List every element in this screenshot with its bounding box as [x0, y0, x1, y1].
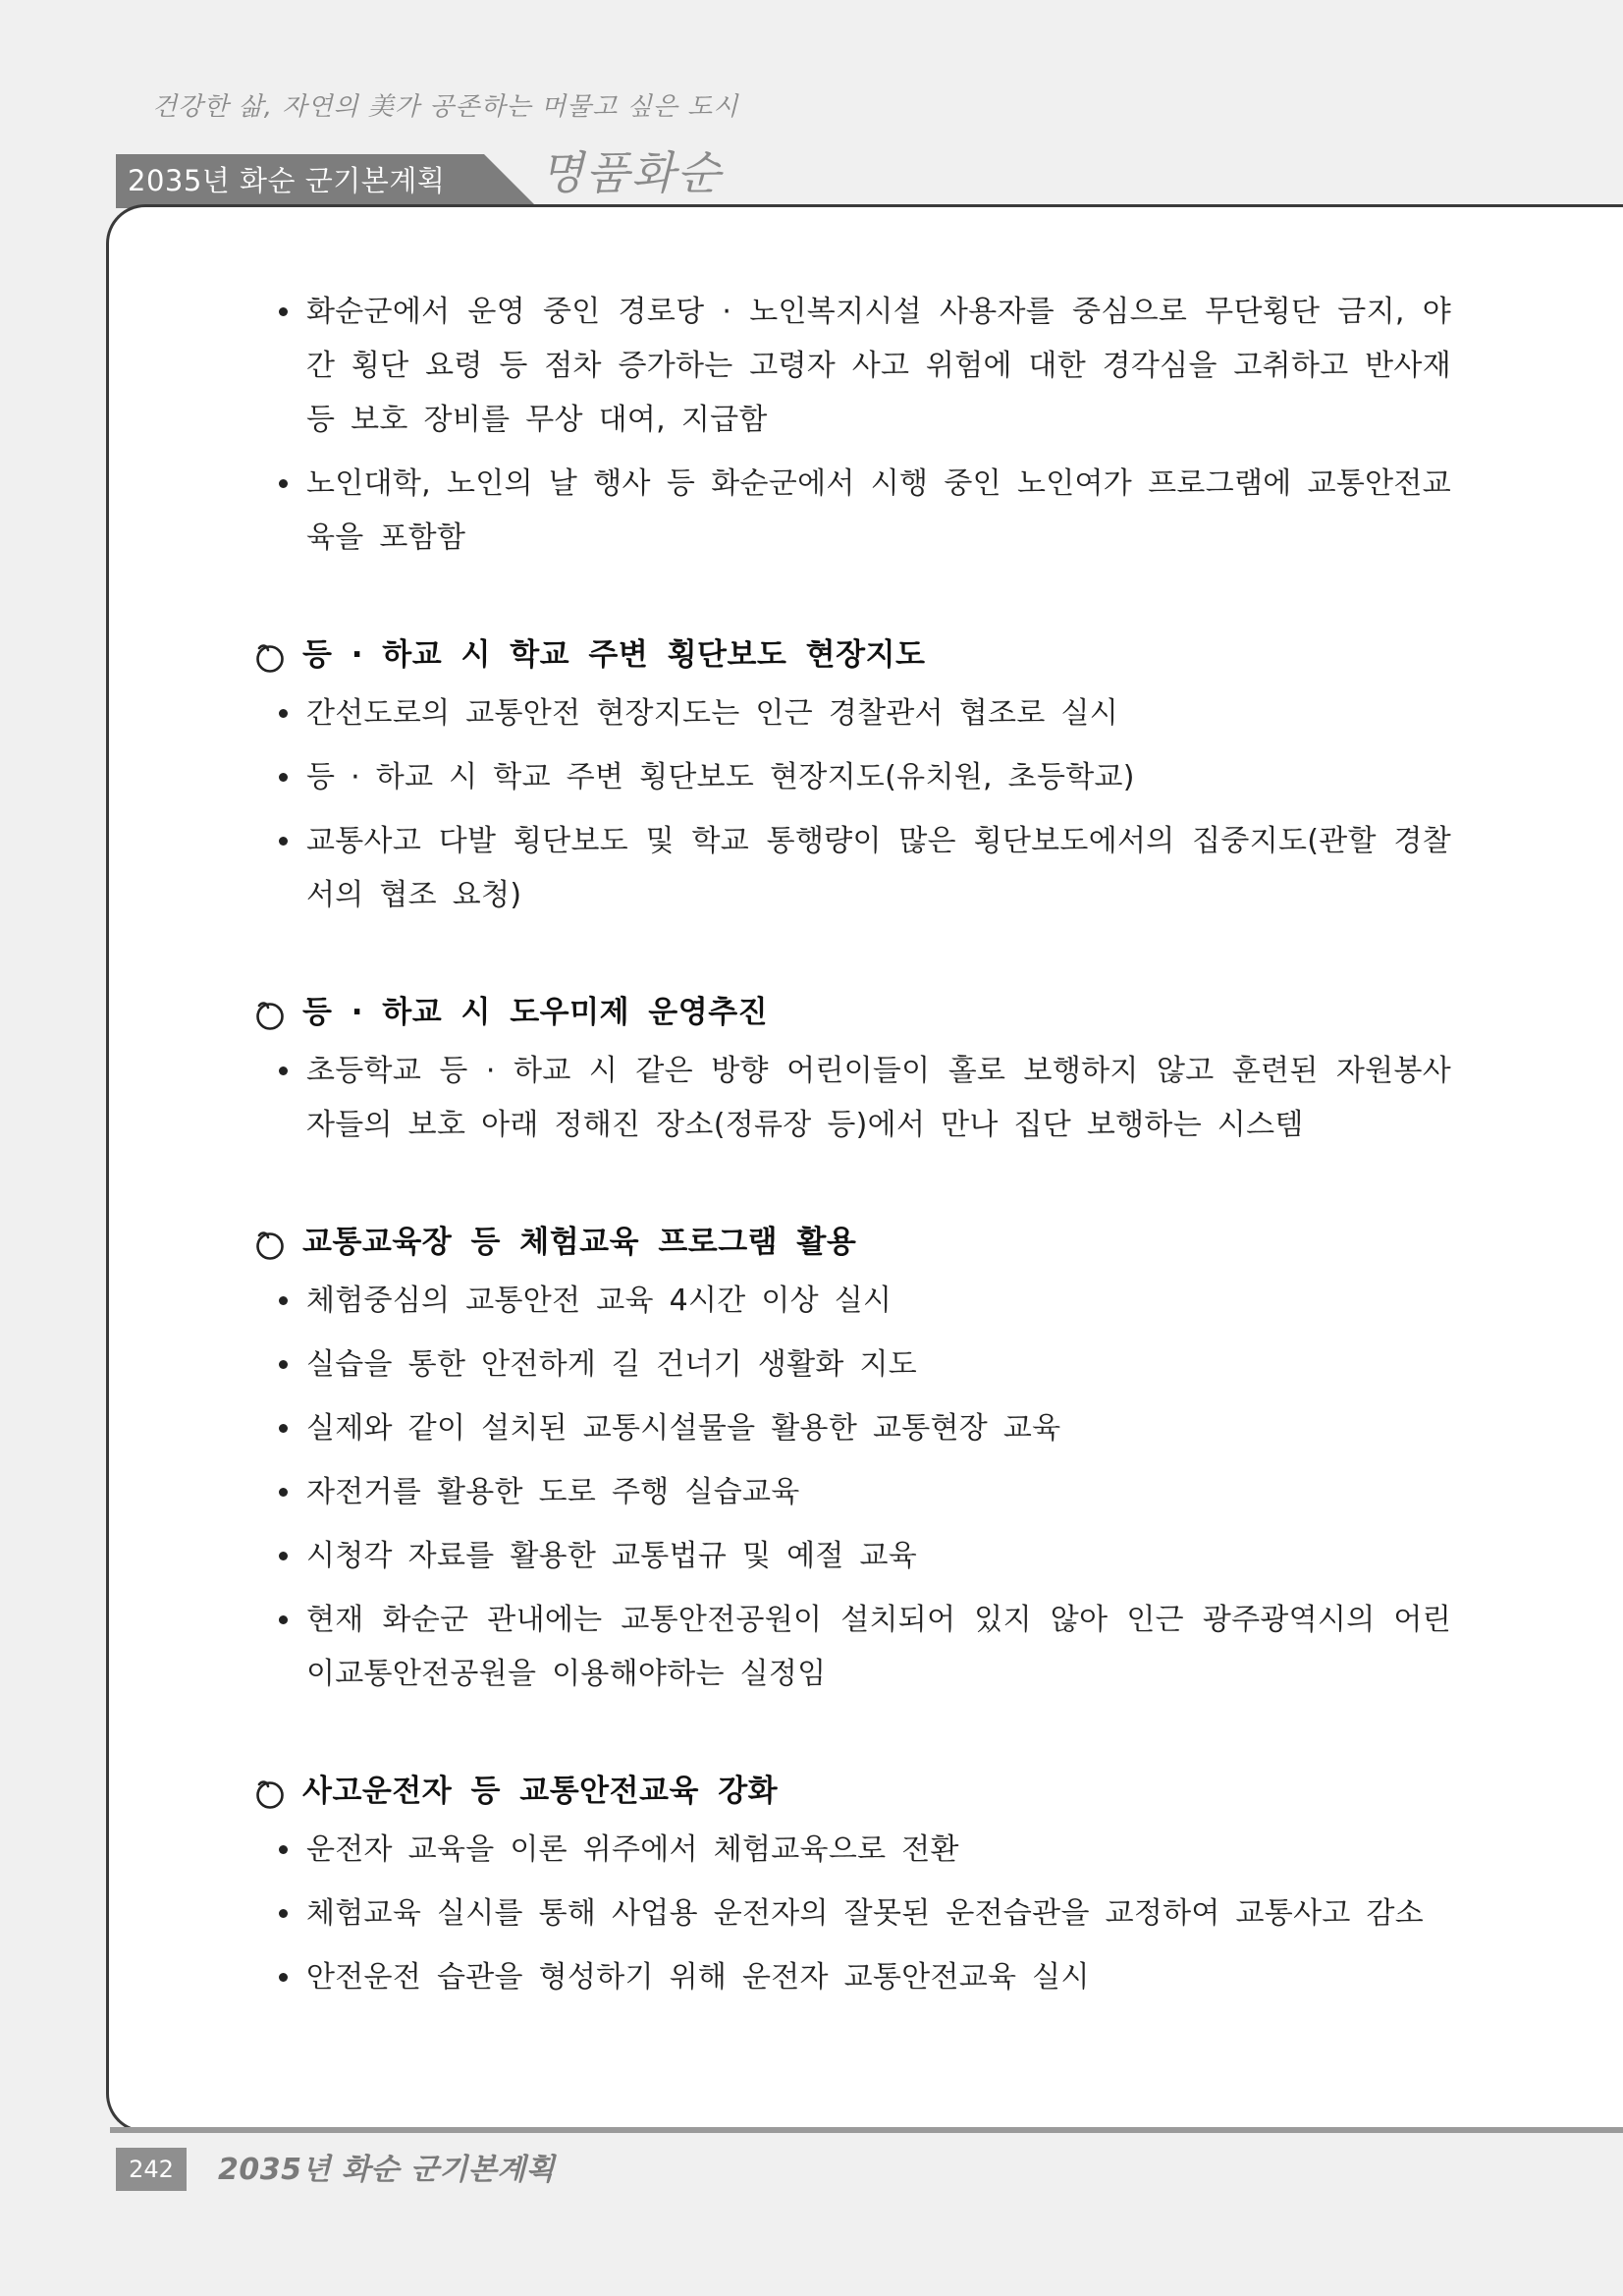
bullet-item	[253, 686, 1451, 740]
bullet-dot-icon	[279, 1296, 288, 1305]
bullet-dot-icon	[279, 1552, 288, 1560]
bullet-dot-icon	[279, 1973, 288, 1982]
bullet-text: 등 · 하교 시 학교 주변 횡단보도 현장지도(유치원, 초등학교)	[306, 760, 1135, 794]
section	[253, 985, 1451, 1152]
bullet-text: 체험교육 실시를 통해 사업용 운전자의 잘못된 운전습관을 교정하여 교통사고 감소	[306, 1896, 1425, 1931]
bullet-text: 교통사고 다발 횡단보도 및 학교 통행량이 많은 횡단보도에서의 집중지도(관할 경찰서의 협조 요청)	[306, 824, 1451, 912]
document-title: 2035년 화순 군기본계획	[128, 164, 446, 197]
circle-marker-icon	[253, 1774, 287, 1807]
bullet-dot-icon	[279, 773, 288, 782]
bullet-text: 자전거를 활용한 도로 주행 실습교육	[306, 1475, 800, 1509]
panel-shadow	[110, 2127, 1623, 2133]
bullet-dot-icon	[279, 1909, 288, 1918]
section	[253, 628, 1451, 922]
bullet-dot-icon	[279, 1845, 288, 1854]
bullet-item	[253, 1823, 1451, 1877]
bullet-text: 체험중심의 교통안전 교육 4시간 이상 실시	[306, 1284, 893, 1318]
bullet-text: 화순군에서 운영 중인 경로당 · 노인복지시설 사용자를 중심으로 무단횡단 금지, 야간 횡단 요령 등 점차 증가하는 고령자 사고 위험에 대한 경각심을 고취하고 반사재 등 보호 장비를 무상 대여, 지급함	[306, 295, 1451, 437]
brand-logo	[540, 137, 723, 202]
bullet-dot-icon	[279, 1360, 288, 1369]
bullet-item	[253, 1465, 1451, 1519]
section-heading-text: 등 · 하교 시 도우미제 운영추진	[302, 995, 769, 1030]
bullet-text: 간선도로의 교통안전 현장지도는 인근 경찰관서 협조로 실시	[306, 696, 1119, 731]
bullet-item	[253, 1593, 1451, 1701]
bullet-dot-icon	[279, 479, 288, 488]
bullet-text: 시청각 자료를 활용한 교통법규 및 예절 교육	[306, 1539, 918, 1573]
footer-title: 2035년 화순 군기본계획	[218, 2153, 556, 2187]
bullet-item	[253, 1950, 1451, 2004]
bullet-dot-icon	[279, 1488, 288, 1497]
bullet-text: 실습을 통한 안전하게 길 건너기 생활화 지도	[306, 1347, 918, 1382]
bullet-item	[253, 814, 1451, 922]
bullet-text: 초등학교 등 · 하교 시 같은 방향 어린이들이 홀로 보행하지 않고 훈련된 자원봉사자들의 보호 아래 정해진 장소(정류장 등)에서 만나 집단 보행하는 시스템	[306, 1054, 1451, 1142]
bullet-item	[253, 1044, 1451, 1152]
circle-marker-icon	[253, 1225, 287, 1258]
page-content	[253, 285, 1451, 2004]
intro-bullets	[253, 285, 1451, 565]
section-heading	[253, 1764, 1451, 1819]
section-heading	[253, 985, 1451, 1040]
bullet-dot-icon	[279, 1615, 288, 1624]
section	[253, 1215, 1451, 1701]
bullet-dot-icon	[279, 1066, 288, 1075]
bullet-item	[253, 457, 1451, 565]
bullet-item	[253, 1274, 1451, 1328]
section-heading	[253, 1215, 1451, 1270]
bullet-item	[253, 1401, 1451, 1455]
logo-text: 명품화순	[540, 146, 723, 199]
header-tagline: 건강한 삶, 자연의 美가 공존하는 머물고 싶은 도시	[152, 92, 739, 122]
section-heading-text: 사고운전자 등 교통안전교육 강화	[302, 1774, 779, 1809]
section-heading-text: 등 · 하교 시 학교 주변 횡단보도 현장지도	[302, 637, 926, 673]
section	[253, 1764, 1451, 2004]
bullet-text: 실제와 같이 설치된 교통시설물을 활용한 교통현장 교육	[306, 1411, 1061, 1446]
bullet-item	[253, 285, 1451, 447]
bullet-dot-icon	[279, 1424, 288, 1433]
section-heading	[253, 628, 1451, 683]
bullet-dot-icon	[279, 837, 288, 846]
bullet-dot-icon	[279, 307, 288, 316]
bullet-item	[253, 1529, 1451, 1583]
page-number: 242	[116, 2148, 187, 2191]
sections	[253, 628, 1451, 2004]
bullet-text: 노인대학, 노인의 날 행사 등 화순군에서 시행 중인 노인여가 프로그램에 교통안전교육을 포함함	[306, 466, 1451, 555]
bullet-dot-icon	[279, 709, 288, 718]
circle-marker-icon	[253, 995, 287, 1028]
section-heading-text: 교통교육장 등 체험교육 프로그램 활용	[302, 1225, 857, 1260]
bullet-item	[253, 750, 1451, 804]
circle-marker-icon	[253, 637, 287, 671]
bullet-text: 운전자 교육을 이론 위주에서 체험교육으로 전환	[306, 1832, 959, 1867]
bullet-text: 현재 화순군 관내에는 교통안전공원이 설치되어 있지 않아 인근 광주광역시의 어린이교통안전공원을 이용해야하는 실정임	[306, 1603, 1451, 1691]
bullet-item	[253, 1338, 1451, 1392]
bullet-item	[253, 1886, 1451, 1941]
bullet-text: 안전운전 습관을 형성하기 위해 운전자 교통안전교육 실시	[306, 1960, 1090, 1995]
